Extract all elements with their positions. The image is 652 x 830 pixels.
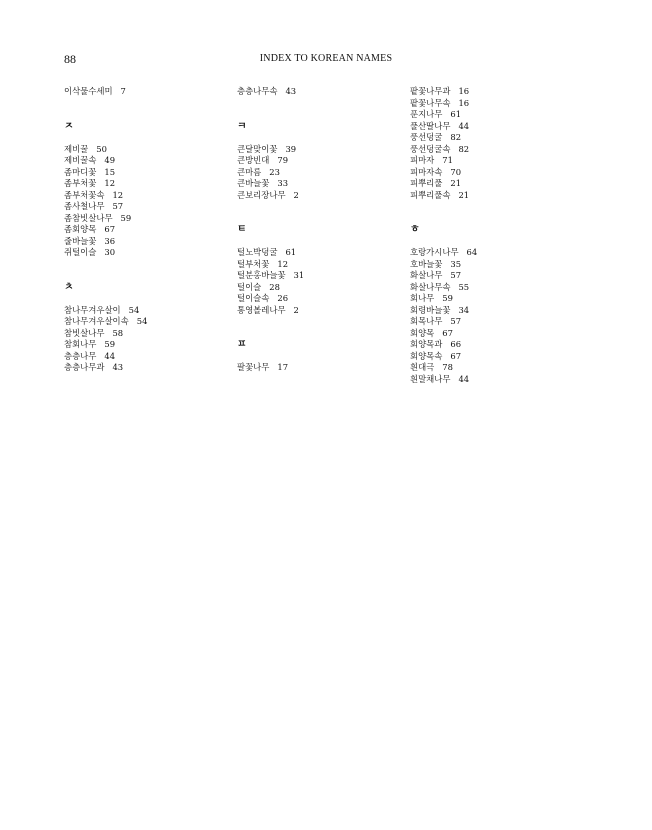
index-entry <box>410 305 570 317</box>
index-entry <box>410 98 570 110</box>
entry-page: 54 <box>136 316 148 326</box>
index-entry <box>410 270 570 282</box>
entry-page: 30 <box>104 247 116 257</box>
entry-page: 67 <box>450 350 462 361</box>
entry-name: 피마자속 <box>410 166 443 177</box>
spacer <box>64 259 224 271</box>
index-entry <box>64 167 224 179</box>
entry-name: 화살나무속 <box>410 281 451 292</box>
index-entry <box>64 201 224 213</box>
entry-page: 55 <box>458 281 470 292</box>
index-entry <box>237 293 397 305</box>
entry-page: 43 <box>285 86 297 96</box>
entry-page: 33 <box>277 178 289 188</box>
entry-page: 23 <box>269 166 280 177</box>
entry-name: 큰달맞이꽃 <box>237 143 278 154</box>
entry-page: 44 <box>104 350 116 361</box>
entry-page: 50 <box>96 143 107 154</box>
spacer <box>410 236 570 248</box>
entry-page: 36 <box>104 235 116 246</box>
entry-name: 털이슬 <box>237 281 262 292</box>
spacer <box>237 213 397 225</box>
index-entry <box>64 305 224 317</box>
entry-page: 67 <box>442 327 453 338</box>
index-entry <box>410 132 570 144</box>
entry-page: 79 <box>277 155 289 165</box>
entry-name: 큰바늘꽃 <box>237 178 270 188</box>
entry-name: 회양목과 <box>410 339 443 349</box>
spacer <box>237 316 397 328</box>
entry-page: 67 <box>104 224 116 234</box>
entry-page: 34 <box>458 304 470 315</box>
spacer <box>237 351 397 363</box>
entry-name: 회양목 <box>410 327 435 338</box>
entry-name: 풍선덩굴속 <box>410 143 451 154</box>
index-entry <box>64 339 224 351</box>
index-entry <box>410 178 570 190</box>
index-entry <box>64 247 224 259</box>
index-entry <box>410 144 570 156</box>
section-letter: ㅊ <box>64 281 74 293</box>
section-letter: ㅎ <box>410 224 420 235</box>
entry-page: 12 <box>104 178 116 188</box>
entry-page: 78 <box>442 362 453 372</box>
entry-page: 57 <box>450 270 462 280</box>
entry-name: 이삭물수세미 <box>64 86 113 96</box>
entry-page: 58 <box>112 327 124 338</box>
index-entry <box>237 155 397 167</box>
running-head: INDEX TO KOREAN NAMES <box>259 53 393 64</box>
entry-page: 15 <box>104 166 116 177</box>
entry-name: 피뿌리풀속 <box>410 189 451 200</box>
spacer <box>410 213 570 225</box>
entry-name: 참빗살나무 <box>64 327 105 338</box>
spacer <box>64 132 224 144</box>
entry-page: 59 <box>442 293 453 303</box>
index-entry <box>64 236 224 248</box>
index-entry <box>410 339 570 351</box>
spacer <box>237 201 397 213</box>
index-entry <box>64 178 224 190</box>
entry-page: 61 <box>285 247 297 257</box>
entry-name: 회목나무 <box>410 316 443 326</box>
index-entry <box>237 167 397 179</box>
entry-name: 좀부처꽃속 <box>64 189 105 200</box>
entry-name: 참나무겨우살이 <box>64 304 121 315</box>
entry-name: 팥꽃나무과 <box>410 86 451 96</box>
index-column-1 <box>64 86 224 374</box>
entry-name: 제비꿀 <box>64 143 89 154</box>
index-entry <box>64 351 224 363</box>
section-letter: ㅋ <box>237 120 247 132</box>
entry-name: 흰말채나무 <box>410 373 451 384</box>
index-entry <box>410 282 570 294</box>
spacer <box>64 293 224 305</box>
entry-page: 16 <box>458 86 470 96</box>
entry-page: 49 <box>104 155 116 165</box>
index-column-3 <box>410 86 570 385</box>
entry-name: 털분홍바늘꽃 <box>237 270 286 280</box>
entry-page: 57 <box>450 316 462 326</box>
entry-page: 66 <box>450 339 462 349</box>
entry-name: 피뿌리풀 <box>410 178 443 188</box>
entry-page: 2 <box>293 304 299 315</box>
entry-name: 회양목속 <box>410 350 443 361</box>
index-entry <box>410 293 570 305</box>
entry-page: 57 <box>112 201 124 211</box>
entry-name: 푼지나무 <box>410 109 443 119</box>
index-entry <box>410 351 570 363</box>
entry-page: 70 <box>450 166 462 177</box>
entry-name: 회령바늘꽃 <box>410 304 451 315</box>
entry-page: 21 <box>458 189 470 200</box>
spacer <box>64 98 224 110</box>
entry-name: 화살나무 <box>410 270 443 280</box>
index-entry <box>64 86 224 98</box>
entry-page: 59 <box>104 339 116 349</box>
entry-name: 피마자 <box>410 155 435 165</box>
index-entry <box>64 362 224 374</box>
section-letter: ㅌ <box>237 224 247 235</box>
index-entry <box>237 282 397 294</box>
spacer <box>64 270 224 282</box>
index-entry <box>64 224 224 236</box>
entry-name: 좀부처꽃 <box>64 178 97 188</box>
entry-name: 팥꽃나무속 <box>410 97 451 108</box>
index-column-2 <box>237 86 397 374</box>
entry-name: 좀회양목 <box>64 224 97 234</box>
entry-page: 12 <box>112 189 124 200</box>
spacer <box>237 236 397 248</box>
index-entry <box>410 109 570 121</box>
spacer <box>410 201 570 213</box>
entry-page: 82 <box>458 143 470 154</box>
entry-name: 통영볼레나무 <box>237 304 286 315</box>
entry-page: 2 <box>293 189 299 200</box>
index-entry <box>410 328 570 340</box>
entry-name: 좀참빗살나무 <box>64 212 113 223</box>
index-entry <box>237 178 397 190</box>
spacer <box>237 328 397 340</box>
entry-name: 좀사철나무 <box>64 201 105 211</box>
index-entry <box>410 86 570 98</box>
entry-name: 큰마름 <box>237 166 262 177</box>
entry-page: 7 <box>120 86 126 96</box>
entry-name: 털부처꽃 <box>237 258 270 269</box>
section-letter: ㅈ <box>64 120 74 132</box>
entry-name: 큰방빈대 <box>237 155 270 165</box>
index-entry <box>410 121 570 133</box>
index-entry <box>410 167 570 179</box>
entry-page: 26 <box>277 293 289 303</box>
entry-name: 호바늘꽃 <box>410 258 443 269</box>
entry-name: 풍선덩굴 <box>410 132 443 142</box>
entry-page: 16 <box>458 97 470 108</box>
entry-page: 17 <box>277 362 289 372</box>
index-entry <box>237 259 397 271</box>
index-entry <box>237 305 397 317</box>
index-entry <box>237 144 397 156</box>
index-entry <box>237 362 397 374</box>
entry-name: 층층나무속 <box>237 86 278 96</box>
entry-page: 59 <box>120 212 132 223</box>
index-entry <box>410 259 570 271</box>
index-entry <box>410 374 570 386</box>
entry-name: 호랑가시나무 <box>410 247 459 257</box>
entry-page: 71 <box>442 155 453 165</box>
entry-page: 44 <box>458 373 470 384</box>
spacer <box>64 109 224 121</box>
entry-name: 제비꿀속 <box>64 155 97 165</box>
entry-page: 31 <box>293 270 305 280</box>
entry-page: 39 <box>285 143 297 154</box>
index-entry <box>237 86 397 98</box>
entry-page: 35 <box>450 258 462 269</box>
spacer <box>237 132 397 144</box>
entry-name: 회나무 <box>410 293 435 303</box>
entry-page: 82 <box>450 132 462 142</box>
entry-name: 층층나무과 <box>64 362 105 372</box>
index-entry <box>410 362 570 374</box>
index-entry <box>64 213 224 225</box>
index-entry <box>410 190 570 202</box>
index-entry <box>64 316 224 328</box>
entry-name: 줄바늘꽃 <box>64 235 97 246</box>
entry-page: 61 <box>450 109 462 119</box>
entry-page: 43 <box>112 362 124 372</box>
entry-page: 21 <box>450 178 462 188</box>
entry-name: 좀마디꽃 <box>64 166 97 177</box>
index-entry <box>237 247 397 259</box>
entry-name: 털노박덩굴 <box>237 247 278 257</box>
entry-page: 12 <box>277 258 289 269</box>
entry-name: 흰대극 <box>410 362 435 372</box>
entry-name: 참나무겨우살이속 <box>64 316 129 326</box>
index-entry <box>237 190 397 202</box>
entry-page: 54 <box>128 304 140 315</box>
entry-page: 64 <box>466 247 478 257</box>
entry-page: 28 <box>269 281 280 292</box>
index-entry <box>64 144 224 156</box>
index-entry <box>410 155 570 167</box>
entry-name: 풀산딸나무 <box>410 120 451 131</box>
index-entry <box>237 270 397 282</box>
spacer <box>237 109 397 121</box>
index-entry <box>64 328 224 340</box>
spacer <box>237 98 397 110</box>
index-entry <box>64 155 224 167</box>
index-entry <box>64 190 224 202</box>
entry-name: 층층나무 <box>64 350 97 361</box>
index-entry <box>410 247 570 259</box>
entry-page: 44 <box>458 120 470 131</box>
entry-name: 쥐털이슬 <box>64 247 97 257</box>
entry-name: 팔꽃나무 <box>237 362 270 372</box>
page-number: 88 <box>64 52 76 66</box>
section-letter: ㅍ <box>237 339 247 350</box>
index-entry <box>410 316 570 328</box>
entry-name: 큰보리장나무 <box>237 189 286 200</box>
entry-name: 참회나무 <box>64 339 97 349</box>
entry-name: 털이슬속 <box>237 293 270 303</box>
